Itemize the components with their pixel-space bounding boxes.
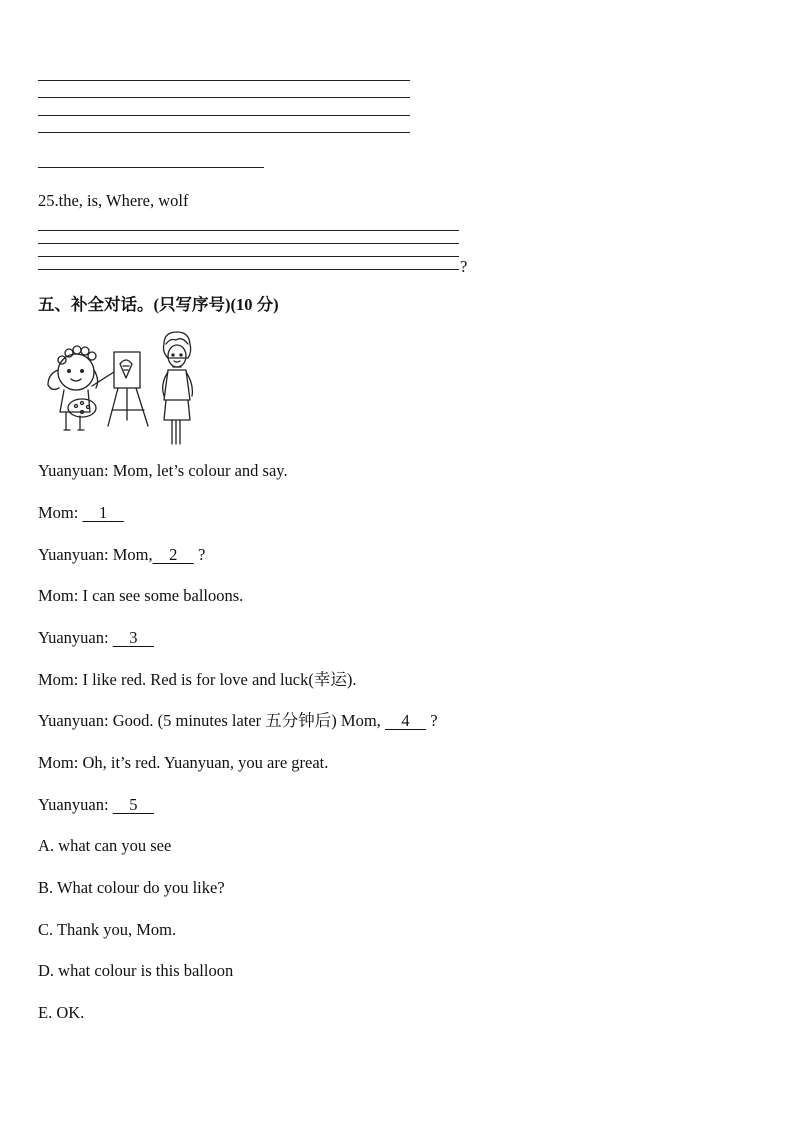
dialogue-line-2 — [38, 503, 124, 523]
speaker-label: Yuanyuan: — [38, 545, 109, 564]
dialogue-text: Mom, let’s colour and say. — [112, 461, 288, 480]
answer-line[interactable] — [38, 256, 459, 257]
dialogue-text: Mom, — [112, 545, 153, 564]
dialogue-end-mark: ? — [197, 545, 206, 564]
option-b: B. What colour do you like? — [38, 878, 225, 897]
dialogue-line-4 — [38, 586, 243, 606]
speaker-label: Yuanyuan: — [38, 795, 109, 814]
answer-line[interactable] — [38, 132, 410, 133]
speaker-label: Yuanyuan: — [38, 628, 109, 647]
answer-line[interactable] — [38, 115, 410, 116]
dialogue-line-8 — [38, 753, 328, 773]
answer-blank-5[interactable]: 5 — [129, 795, 138, 814]
dialogue-illustration — [36, 330, 196, 448]
question-end-mark: ? — [460, 257, 468, 276]
option-a: A. what can you see — [38, 836, 172, 855]
speaker-label: Mom: — [38, 586, 79, 605]
speaker-label: Mom: — [38, 670, 79, 689]
mom-figure — [163, 332, 193, 444]
answer-line[interactable] — [38, 269, 459, 270]
dialogue-line-1 — [38, 461, 288, 481]
speaker-label: Yuanyuan: — [38, 461, 109, 480]
answer-blank-2[interactable]: 2 — [169, 545, 178, 564]
option-e: E. OK. — [38, 1003, 85, 1022]
dialogue-end-mark: ? — [430, 711, 438, 730]
option-c: C. Thank you, Mom. — [38, 920, 177, 939]
speaker-label: Mom: — [38, 503, 79, 522]
dialogue-line-7 — [38, 711, 438, 731]
answer-line[interactable] — [38, 80, 410, 81]
dialogue-text: Oh, it’s red. Yuanyuan, you are great. — [82, 753, 329, 772]
dialogue-line-3 — [38, 545, 205, 565]
option-d: D. what colour is this balloon — [38, 961, 234, 980]
answer-blank-1[interactable]: 1 — [98, 503, 108, 522]
speaker-label: Mom: — [38, 753, 79, 772]
answer-line[interactable] — [38, 230, 459, 231]
speaker-label: Yuanyuan: — [38, 711, 109, 730]
dialogue-line-9 — [38, 795, 154, 815]
easel — [108, 352, 148, 426]
question-25-prompt: 25.the, is, Where, wolf — [38, 191, 189, 210]
girl-figure — [48, 346, 114, 430]
dialogue-text: I can see some balloons. — [82, 586, 244, 605]
dialogue-line-6 — [38, 670, 356, 690]
answer-blank-4[interactable]: 4 — [401, 711, 410, 730]
dialogue-text: Good. (5 minutes later 五分钟后) Mom, — [112, 711, 381, 730]
dialogue-text: I like red. Red is for love and luck(幸运). — [82, 670, 357, 689]
answer-blank-3[interactable]: 3 — [129, 628, 138, 647]
answer-line[interactable] — [38, 97, 410, 98]
answer-line[interactable] — [38, 167, 264, 168]
dialogue-line-5 — [38, 628, 154, 648]
section-heading: 五、补全对话。(只写序号)(10 分) — [38, 295, 279, 314]
answer-line[interactable] — [38, 243, 459, 244]
